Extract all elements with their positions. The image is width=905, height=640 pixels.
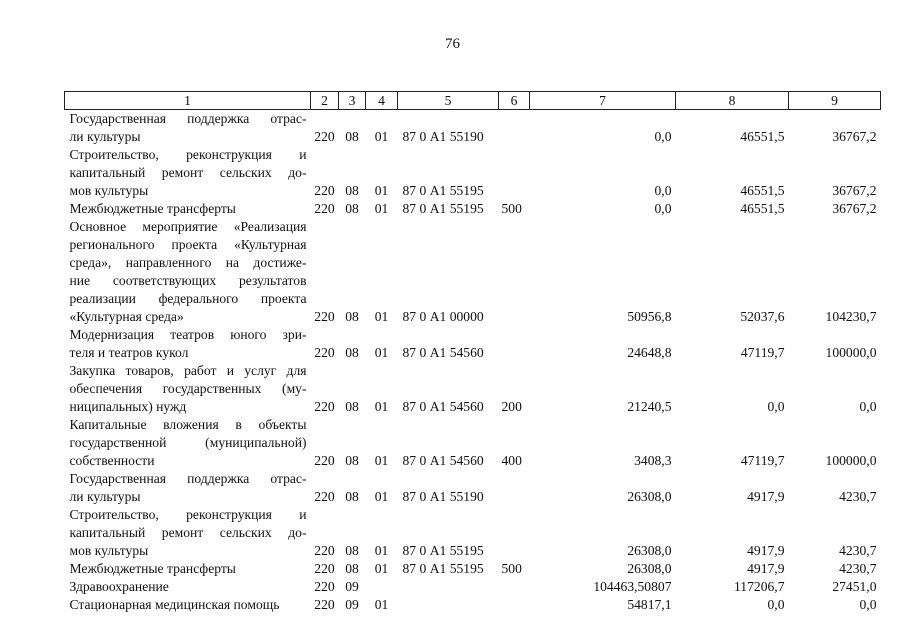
subsection-code: 08 <box>345 489 359 504</box>
section-code: 220 <box>314 597 335 612</box>
target-article-code: 87 0 А1 55195 <box>402 561 484 576</box>
amount-col-8: 0,0 <box>767 399 785 414</box>
section-code: 220 <box>314 129 335 144</box>
chapter-code: 01 <box>374 489 389 504</box>
row-name-line: Основное мероприятие «Реализация <box>69 219 307 234</box>
row-name-line: Строительство, реконструкция и <box>69 147 307 162</box>
header-col-9: 9 <box>789 92 881 110</box>
row-name <box>65 470 311 506</box>
amount-col-8: 4917,9 <box>747 543 785 558</box>
section-code: 220 <box>314 399 335 414</box>
amount-col-9: 27451,0 <box>832 579 877 594</box>
budget-table <box>64 91 881 614</box>
table-row <box>65 326 881 362</box>
row-name-line: Стационарная медицинская помощь <box>69 597 280 612</box>
chapter-code: 01 <box>374 345 389 360</box>
target-article-code: 87 0 А1 54560 <box>402 399 484 414</box>
target-article-code: 87 0 А1 55195 <box>402 183 484 198</box>
row-name-line: капитальный ремонт сельских до- <box>69 525 307 540</box>
row-name-line: среда», направленного на достиже- <box>69 255 307 270</box>
row-name <box>65 326 311 362</box>
amount-col-7: 0,0 <box>654 183 672 198</box>
section-code: 220 <box>314 201 335 216</box>
amount-col-9: 4230,7 <box>839 543 877 558</box>
subsection-code: 08 <box>345 399 359 414</box>
amount-col-9: 104230,7 <box>825 309 877 324</box>
subsection-code: 08 <box>345 345 359 360</box>
target-article-code: 87 0 А1 55190 <box>402 489 484 504</box>
row-name-line: Строительство, реконструкция и <box>69 507 307 522</box>
row-name-line: мов культуры <box>69 543 149 558</box>
header-col-4: 4 <box>366 92 398 110</box>
row-name-line: Капитальные вложения в объекты <box>69 417 307 432</box>
target-article-code <box>398 596 499 614</box>
table-row <box>65 218 881 326</box>
header-col-6: 6 <box>499 92 530 110</box>
chapter-code: 01 <box>374 399 389 414</box>
expense-type-code <box>499 596 530 614</box>
expense-type-code <box>499 506 530 560</box>
row-name <box>65 596 311 614</box>
row-name <box>65 218 311 326</box>
subsection-code: 08 <box>345 309 359 324</box>
amount-col-9: 0,0 <box>859 399 877 414</box>
chapter-code <box>366 578 398 596</box>
expense-type-code <box>499 110 530 147</box>
row-name-line: ниципальных) нужд <box>69 399 187 414</box>
section-code: 220 <box>314 309 335 324</box>
table-row <box>65 362 881 416</box>
expense-type-code: 500 <box>501 561 522 576</box>
amount-col-8: 117206,7 <box>734 579 785 594</box>
row-name <box>65 200 311 218</box>
table-body <box>65 110 881 615</box>
amount-col-7: 54817,1 <box>627 597 672 612</box>
table-row <box>65 560 881 578</box>
amount-col-8: 47119,7 <box>740 345 785 360</box>
table-row <box>65 506 881 560</box>
table-row <box>65 578 881 596</box>
subsection-code: 08 <box>345 201 359 216</box>
expense-type-code: 400 <box>501 453 522 468</box>
row-name-line: реализации федерального проекта <box>69 291 307 306</box>
chapter-code: 01 <box>374 183 389 198</box>
amount-col-8: 47119,7 <box>740 453 785 468</box>
amount-col-8: 46551,5 <box>740 183 785 198</box>
row-name <box>65 362 311 416</box>
row-name-line: Закупка товаров, работ и услуг для <box>69 363 307 378</box>
amount-col-7: 0,0 <box>654 201 672 216</box>
amount-col-7: 0,0 <box>654 129 672 144</box>
row-name-line: капитальный ремонт сельских до- <box>69 165 307 180</box>
section-code: 220 <box>314 453 335 468</box>
target-article-code <box>398 578 499 596</box>
subsection-code: 08 <box>345 561 359 576</box>
target-article-code: 87 0 А1 54560 <box>402 345 484 360</box>
header-col-1: 1 <box>65 92 311 110</box>
amount-col-7: 50956,8 <box>627 309 672 324</box>
row-name-line: собственности <box>69 453 155 468</box>
row-name-line: ли культуры <box>69 129 141 144</box>
amount-col-9: 0,0 <box>859 597 877 612</box>
header-col-2: 2 <box>311 92 339 110</box>
section-code: 220 <box>314 489 335 504</box>
amount-col-7: 21240,5 <box>627 399 672 414</box>
subsection-code: 09 <box>345 597 359 612</box>
subsection-code: 08 <box>345 453 359 468</box>
header-col-8: 8 <box>676 92 789 110</box>
amount-col-9: 100000,0 <box>825 345 877 360</box>
table-row <box>65 146 881 200</box>
subsection-code: 09 <box>345 579 359 594</box>
amount-col-9: 4230,7 <box>839 561 877 576</box>
amount-col-8: 52037,6 <box>740 309 785 324</box>
header-col-7: 7 <box>530 92 676 110</box>
table-row <box>65 596 881 614</box>
row-name-line: Межбюджетные трансферты <box>69 201 236 216</box>
table-row <box>65 110 881 147</box>
row-name <box>65 416 311 470</box>
row-name-line: ли культуры <box>69 489 141 504</box>
amount-col-7: 26308,0 <box>627 543 672 558</box>
row-name-line: Здравоохранение <box>69 579 169 594</box>
row-name-line: ние соответствующих результатов <box>69 273 307 288</box>
amount-col-7: 104463,50807 <box>593 579 672 594</box>
target-article-code: 87 0 А1 55195 <box>402 543 484 558</box>
row-name <box>65 506 311 560</box>
subsection-code: 08 <box>345 129 359 144</box>
chapter-code: 01 <box>374 597 389 612</box>
amount-col-9: 4230,7 <box>839 489 877 504</box>
expense-type-code <box>499 218 530 326</box>
expense-type-code: 200 <box>501 399 522 414</box>
section-code: 220 <box>314 561 335 576</box>
row-name-line: Государственная поддержка отрас- <box>69 111 307 126</box>
row-name-line: мов культуры <box>69 183 149 198</box>
amount-col-7: 24648,8 <box>627 345 672 360</box>
row-name-line: регионального проекта «Культурная <box>69 237 307 252</box>
row-name <box>65 110 311 147</box>
row-name-line: обеспечения государственных (му- <box>69 381 307 396</box>
section-code: 220 <box>314 345 335 360</box>
amount-col-8: 0,0 <box>767 597 785 612</box>
row-name <box>65 560 311 578</box>
target-article-code: 87 0 А1 55195 <box>402 201 484 216</box>
row-name-line: Межбюджетные трансферты <box>69 561 236 576</box>
row-name <box>65 146 311 200</box>
target-article-code: 87 0 А1 00000 <box>402 309 484 324</box>
header-col-5: 5 <box>398 92 499 110</box>
amount-col-7: 26308,0 <box>627 561 672 576</box>
amount-col-9: 100000,0 <box>825 453 877 468</box>
amount-col-8: 4917,9 <box>747 561 785 576</box>
chapter-code: 01 <box>374 453 389 468</box>
expense-type-code <box>499 146 530 200</box>
amount-col-7: 3408,3 <box>634 453 672 468</box>
amount-col-9: 36767,2 <box>832 201 877 216</box>
amount-col-8: 46551,5 <box>740 129 785 144</box>
section-code: 220 <box>314 579 335 594</box>
section-code: 220 <box>314 543 335 558</box>
row-name-line: государственной (муниципальной) <box>69 435 307 450</box>
chapter-code: 01 <box>374 561 389 576</box>
row-name <box>65 578 311 596</box>
header-row <box>65 92 881 110</box>
chapter-code: 01 <box>374 309 389 324</box>
header-col-3: 3 <box>339 92 366 110</box>
chapter-code: 01 <box>374 543 389 558</box>
amount-col-8: 4917,9 <box>747 489 785 504</box>
table-row <box>65 416 881 470</box>
section-code: 220 <box>314 183 335 198</box>
expense-type-code <box>499 578 530 596</box>
target-article-code: 87 0 А1 54560 <box>402 453 484 468</box>
amount-col-8: 46551,5 <box>740 201 785 216</box>
row-name-line: теля и театров кукол <box>69 345 189 360</box>
chapter-code: 01 <box>374 129 389 144</box>
subsection-code: 08 <box>345 543 359 558</box>
row-name-line: Государственная поддержка отрас- <box>69 471 307 486</box>
row-name-line: «Культурная среда» <box>69 309 184 324</box>
expense-type-code <box>499 326 530 362</box>
table-row <box>65 200 881 218</box>
chapter-code: 01 <box>374 201 389 216</box>
amount-col-9: 36767,2 <box>832 183 877 198</box>
page-number: 76 <box>445 36 460 52</box>
amount-col-9: 36767,2 <box>832 129 877 144</box>
table-row <box>65 470 881 506</box>
subsection-code: 08 <box>345 183 359 198</box>
target-article-code: 87 0 А1 55190 <box>402 129 484 144</box>
expense-type-code: 500 <box>501 201 522 216</box>
row-name-line: Модернизация театров юного зри- <box>69 327 307 342</box>
amount-col-7: 26308,0 <box>627 489 672 504</box>
expense-type-code <box>499 470 530 506</box>
